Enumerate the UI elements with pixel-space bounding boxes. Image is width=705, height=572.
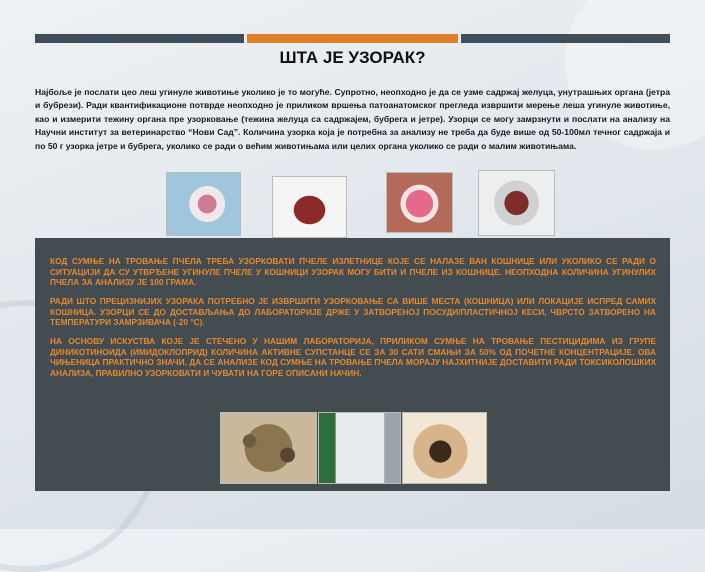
photo-sample-jar-gloved-hand <box>166 172 241 236</box>
photo-dead-bees <box>220 412 317 484</box>
photo-bee-closeup <box>402 412 487 484</box>
photo-pink-sample-cup <box>386 172 453 233</box>
slide-title: ШТА ЈЕ УЗОРАК? <box>279 48 426 67</box>
intro-paragraph: Најбоље је послати цео леш угинуле животиње уколико је то могуће. Супротно, неопходно је да се узме садржај желуца, унутрашњих органа (јетра и бубрези). Ради квантификационе потврде неопходно је приликом вршења патоанатомског прегледа извршити мерење леша угинуле животиње, као и измерити тежину органа пре узорковање (тежина желуца са садржајем, бубрега и јетре). Узорци се могу замрзнути и послати на анализу на Научни институт за ветеринарство “Нови Сад”. Количина узорка која је потребна за анализу не треба да буде више од 50-100мл течног садржаја и по 50 г узорка јетре и бубрега, уколико се ради о већим животињама или целих органа уколико се ради о малим животињама. <box>35 87 670 151</box>
photo-organ-sample <box>272 176 347 238</box>
header-bar-center <box>247 34 458 43</box>
panel-paragraph-3: НА ОСНОВУ ИСКУСТВА КОЈЕ ЈЕ СТЕЧЕНО У НАШИМ ЛАБОРАТОРИЈА, ПРИЛИКОМ СУМЊЕ НА ТРОВАЊЕ ПЕСТИЦИДИМА ИЗ ГРУПЕ ДИНИКОТИНОИДА (ИМИДОКЛОПРИД) КОЛИЧИНА АКТИВНЕ СУПСТАНЦЕ СЕ ЗА 30 САТИ СМАЊИ ЗА 50% ОД ПОЧЕТНЕ КОНЦЕНТРАЦИЈЕ. ОВА ЧИЊЕНИЦА ПРАКТИЧНО ЗНАЧИ, ДА СЕ АНАЛИЗЕ КОД СУМЊЕ НА ТРОВАЊЕ ПЧЕЛА МОРАЈУ НАЈХИТНИЈЕ ДОСТАВИТИ РАДИ ТОКСИКОЛОШКИХ АНАЛИЗА, ПРАВИЛНО УЗОРКОВАТИ И ЧУВАТИ НА ГОРЕ ОПИСАНИ НАЧИН. <box>50 336 656 378</box>
photo-sample-container <box>478 170 555 236</box>
panel-paragraph-1: КОД СУМЊЕ НА ТРОВАЊЕ ПЧЕЛА ТРЕБА УЗОРКОВАТИ ПЧЕЛЕ ИЗЛЕТНИЦЕ КОЈЕ СЕ НАЛАЗЕ ВАН КОШНИЦЕ ИЛИ УКОЛИКО СЕ РАДИ О СИТУАЦИЈИ ДА СУ УТВРЂЕНЕ УГИНУЛЕ ПЧЕЛЕ У КОШНИЦИ УЗОРАК МОГУ БИТИ И ПЧЕЛЕ ИЗ КОШНИЦЕ. НЕОПХОДНА КОЛИЧИНА УГИНУЛИХ ПЧЕЛА ЗА АНАЛИЗУ ЈЕ 100 ГРАМА. <box>50 256 656 288</box>
panel-paragraph-2: РАДИ ШТО ПРЕЦИЗНИЈИХ УЗОРАКА ПОТРЕБНО ЈЕ ИЗВРШИТИ УЗОРКОВАЊЕ СА ВИШЕ МЕСТА (КОШНИЦА) ИЛИ ЛОКАЦИЈЕ ИСПРЕД САМИХ КОШНИЦА. УЗОРЦИ СЕ ДО ДОСТАВЉАЊА ДО ЛАБОРАТОРИЈЕ ДРЖЕ У ЗАТВОРЕНОЈ ПОСУДИ/ПЛАСТИЧНОЈ КЕСИ, ЧВРСТО ЗАТВОРЕНО НА ТЕМПЕРАТУРИ ЗАМРЗИВАЧА (-20 °С). <box>50 296 656 328</box>
photo-lab-device <box>318 412 401 484</box>
header-bar-left <box>35 34 244 43</box>
header-bar-right <box>461 34 670 43</box>
